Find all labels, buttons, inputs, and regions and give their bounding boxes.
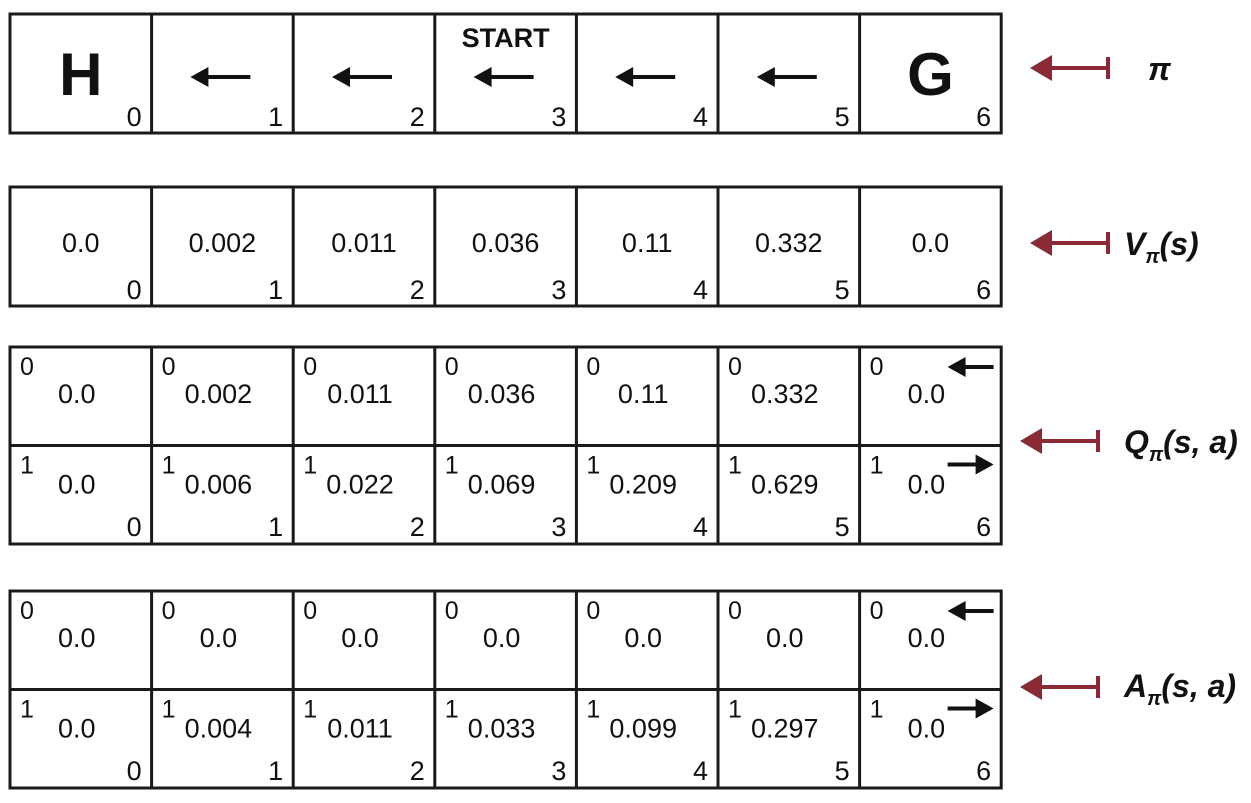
- state-index: 0: [126, 275, 142, 305]
- value-label: $V_\pi(s)$: [1124, 226, 1199, 268]
- state-index: 6: [976, 756, 992, 786]
- policy-left-arrow-icon: [332, 67, 392, 87]
- action-1-value: 0.099: [609, 713, 677, 744]
- advantage-label: $A_\pi(s$, a): [1124, 668, 1237, 710]
- state-index: 3: [551, 512, 567, 542]
- action-0-value: 0.0: [766, 623, 804, 653]
- action-1-value: 0.0: [907, 713, 946, 744]
- action-1-right-arrow-icon: [948, 455, 994, 475]
- action-0-label: 0: [303, 353, 318, 381]
- state-value: 0.0: [911, 228, 950, 258]
- state-index: 3: [551, 275, 567, 305]
- action-1-label: 1: [586, 451, 601, 480]
- state-index: 5: [834, 512, 850, 542]
- action-0-value: 0.0: [907, 623, 946, 653]
- action-1-value: 0.0: [58, 713, 96, 744]
- value-function-row: [10, 187, 1001, 306]
- state-index: 3: [551, 102, 567, 132]
- action-0-label: 0: [444, 353, 459, 381]
- state-index: 1: [268, 102, 284, 132]
- state-index: 4: [692, 756, 708, 786]
- action-1-value: 0.033: [467, 713, 536, 744]
- state-index: 4: [692, 512, 708, 542]
- state-value: 0.332: [755, 228, 823, 258]
- action-0-label: 0: [728, 597, 742, 625]
- state-index: 4: [692, 275, 708, 305]
- state-index: 4: [692, 102, 708, 132]
- state-value: 0.11: [621, 228, 673, 258]
- state-index: 6: [976, 102, 992, 132]
- action-1-value: 0.0: [58, 469, 96, 500]
- action-0-label: 0: [586, 353, 601, 381]
- policy-left-arrow-icon: [474, 67, 534, 87]
- advantage-function-row: [10, 591, 1001, 788]
- goal-cell-label: G: [907, 41, 954, 108]
- action-0-value: 0.332: [751, 379, 819, 409]
- state-value: 0.0: [62, 228, 100, 258]
- state-index: 2: [409, 102, 425, 132]
- q-label: $Q_\pi(s$, a): [1124, 424, 1238, 466]
- action-0-label: 0: [161, 597, 176, 625]
- action-1-label: 1: [728, 451, 742, 480]
- action-1-label: 1: [728, 695, 742, 724]
- row-pointer-arrow: [1020, 428, 1098, 454]
- row-pointer-arrow: [1030, 230, 1108, 256]
- action-1-value: 0.011: [327, 713, 393, 744]
- action-0-value: 0.0: [482, 623, 521, 653]
- policy-row: [10, 14, 1001, 133]
- action-1-value: 0.209: [609, 469, 677, 500]
- q-function-row: [10, 347, 1001, 544]
- action-1-right-arrow-icon: [948, 699, 994, 719]
- state-index: 5: [834, 756, 850, 786]
- action-0-label: 0: [161, 353, 176, 381]
- state-index: 5: [834, 102, 850, 132]
- action-0-value: 0.0: [58, 379, 96, 409]
- action-0-label: 0: [869, 597, 884, 625]
- action-0-label: 0: [728, 353, 742, 381]
- row-labels: [1020, 51, 1238, 710]
- state-index: 5: [834, 275, 850, 305]
- state-index: 3: [551, 756, 567, 786]
- action-1-value: 0.0: [907, 469, 946, 500]
- row-pointer-arrow: [1030, 55, 1108, 81]
- action-0-label: 0: [444, 597, 459, 625]
- action-0-value: 0.002: [184, 379, 253, 409]
- action-0-value: 0.0: [907, 379, 946, 409]
- action-1-value: 0.006: [184, 469, 253, 500]
- action-1-value: 0.022: [326, 469, 394, 500]
- state-index: 0: [126, 756, 142, 786]
- action-1-label: 1: [20, 451, 34, 480]
- action-1-label: 1: [444, 451, 459, 480]
- state-index: 1: [268, 275, 284, 305]
- state-index: 6: [976, 512, 992, 542]
- action-1-label: 1: [444, 695, 459, 724]
- start-label: START: [461, 23, 550, 53]
- action-0-value: 0.0: [341, 623, 379, 653]
- action-0-left-arrow-icon: [948, 601, 994, 621]
- action-0-value: 0.011: [327, 379, 393, 409]
- action-1-value: 0.069: [467, 469, 536, 500]
- action-1-label: 1: [869, 451, 884, 480]
- action-0-value: 0.0: [199, 623, 238, 653]
- action-0-left-arrow-icon: [948, 357, 994, 377]
- action-0-label: 0: [869, 353, 884, 381]
- action-1-value: 0.629: [751, 469, 819, 500]
- action-0-label: 0: [20, 353, 34, 381]
- action-1-label: 1: [20, 695, 34, 724]
- action-1-value: 0.297: [751, 713, 819, 744]
- state-index: 2: [409, 512, 425, 542]
- state-index: 6: [976, 275, 992, 305]
- policy-label: π: [1148, 51, 1171, 87]
- action-0-value: 0.11: [617, 379, 669, 409]
- action-1-label: 1: [303, 451, 318, 480]
- policy-left-arrow-icon: [757, 67, 817, 87]
- state-index: 0: [126, 512, 142, 542]
- action-1-label: 1: [303, 695, 318, 724]
- state-value: 0.011: [331, 228, 397, 258]
- action-0-label: 0: [20, 597, 34, 625]
- state-index: 2: [409, 756, 425, 786]
- action-0-label: 0: [586, 597, 601, 625]
- action-1-label: 1: [586, 695, 601, 724]
- policy-left-arrow-icon: [615, 67, 675, 87]
- state-index: 0: [126, 102, 142, 132]
- action-1-label: 1: [869, 695, 884, 724]
- hole-cell-label: H: [59, 41, 103, 108]
- state-index: 1: [268, 512, 284, 542]
- state-value: 0.036: [471, 228, 540, 258]
- state-value: 0.002: [188, 228, 257, 258]
- policy-left-arrow-icon: [190, 67, 250, 87]
- action-1-label: 1: [161, 451, 176, 480]
- action-0-label: 0: [303, 597, 318, 625]
- action-0-value: 0.0: [58, 623, 96, 653]
- row-pointer-arrow: [1020, 674, 1098, 700]
- action-1-value: 0.004: [184, 713, 253, 744]
- action-0-value: 0.036: [467, 379, 536, 409]
- state-index: 2: [409, 275, 425, 305]
- action-1-label: 1: [161, 695, 176, 724]
- state-index: 1: [268, 756, 284, 786]
- action-0-value: 0.0: [624, 623, 662, 653]
